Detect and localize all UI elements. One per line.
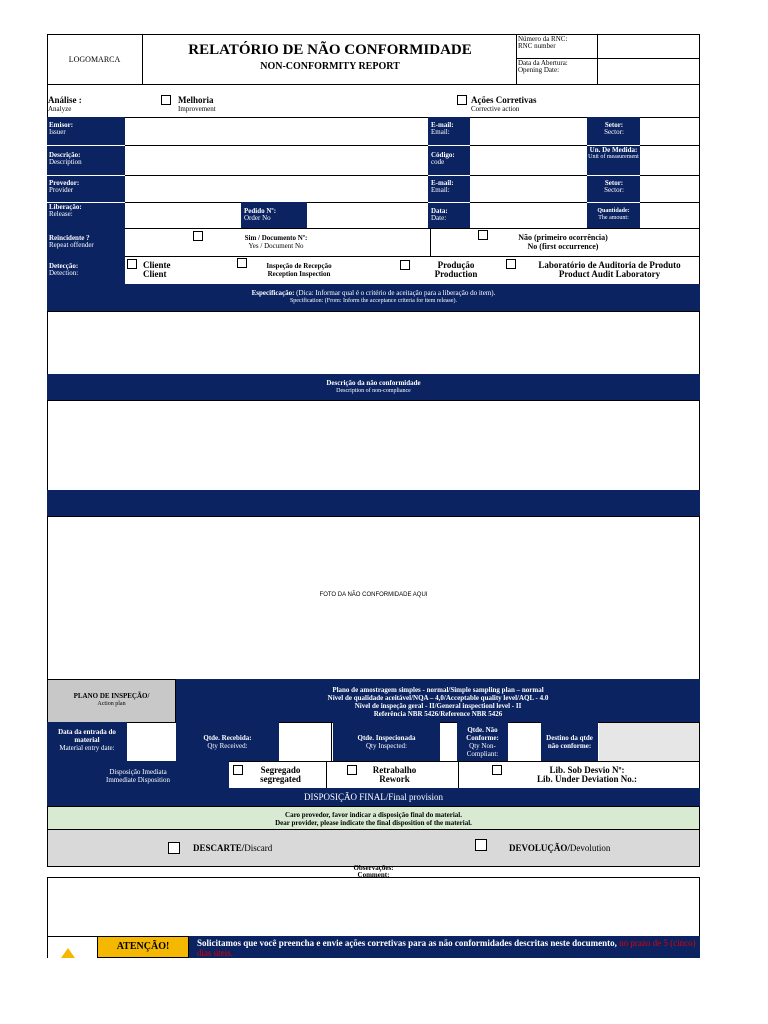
improvement-label: Melhoria Improvement	[178, 95, 216, 113]
noncompliant-field[interactable]	[509, 723, 540, 761]
issuer-email-field[interactable]	[471, 118, 586, 144]
specification-header	[47, 284, 700, 312]
photo-area[interactable]	[47, 516, 700, 680]
issuer-field[interactable]	[126, 118, 427, 144]
rework-checkbox[interactable]	[347, 765, 357, 775]
repeat-no-checkbox[interactable]	[478, 230, 488, 240]
divider	[458, 761, 459, 789]
sampling-plan-text: Plano de amostragem simples - normal/Simple sampling plan – normal	[332, 686, 544, 694]
code-label: Código: code	[431, 151, 455, 166]
comments-label: Observações: Comment:	[353, 864, 394, 879]
audit-label: Laboratório de Auditoria de Produto Product Audit Laboratory	[538, 260, 681, 279]
specification-english: Specification: (From: Inform the acceptance criteria for item release).	[289, 298, 458, 304]
quality-level-text: Nível de qualidade aceitável/NQA – 4,0/Acceptable quality level/AQL - 4.0	[327, 694, 549, 702]
client-checkbox[interactable]	[127, 259, 137, 269]
quantity-field[interactable]	[641, 203, 699, 228]
inspection-plan-label: PLANO DE INSPEÇÃO/ Action plan	[73, 692, 150, 707]
inspected-label: Qtde. Inspecionada Qty Inspected:	[333, 722, 440, 762]
nonconformity-field[interactable]	[47, 400, 700, 491]
order-field[interactable]	[308, 203, 427, 228]
provider-note	[47, 806, 700, 830]
photo-placeholder: FOTO DA NÃO CONFORMIDADE AQUI	[319, 592, 428, 598]
deviation-label: Lib. Sob Desvio Nº: Lib. Under Deviation No.:	[536, 765, 638, 784]
audit-checkbox[interactable]	[506, 259, 516, 269]
date-label: Data: Date:	[431, 207, 448, 222]
repeat-no-label: Não (primeiro ocorrência) No (first occurrence)	[518, 233, 608, 251]
comments-field[interactable]	[47, 877, 700, 937]
destination-label: Destino da qtde não conforme:	[541, 722, 598, 762]
unit-label: Un. De Medida: Unit of measurement	[588, 146, 639, 160]
rework-label: Retrabalho Rework	[372, 765, 417, 784]
devolution-checkbox[interactable]	[475, 839, 487, 851]
devolution-label: DEVOLUÇÃO/Devolution	[509, 843, 611, 853]
analysis-label: Análise : Analyze	[48, 95, 82, 113]
warning-icon	[61, 948, 75, 958]
immediate-disposition-label: Disposição Imediata Immediate Disposition	[47, 761, 229, 789]
rnc-number-field[interactable]	[598, 35, 699, 57]
provider-email-field[interactable]	[471, 176, 586, 201]
divider	[587, 175, 640, 176]
specification-field[interactable]	[47, 311, 700, 375]
order-label: Pedido Nº: Order No	[244, 207, 277, 222]
nonconformity-subtitle: Description of non-compliance	[336, 388, 411, 394]
unit-field[interactable]	[641, 146, 699, 174]
quantity-label: Quantidade: The amount:	[597, 208, 630, 221]
inspected-field[interactable]	[441, 723, 456, 761]
production-checkbox[interactable]	[400, 260, 410, 270]
entry-date-field[interactable]	[128, 723, 175, 761]
improvement-checkbox[interactable]	[161, 95, 171, 105]
logo-placeholder	[47, 34, 143, 85]
divider	[47, 145, 125, 146]
code-field[interactable]	[471, 146, 586, 174]
date-field[interactable]	[471, 203, 586, 228]
nonconformity-title: Descrição da não conformidade	[326, 379, 421, 387]
release-field[interactable]	[126, 203, 240, 228]
client-label: Cliente Client	[143, 260, 171, 279]
issuer-label: Emisor: Issuer	[49, 121, 74, 136]
sector-label: Setor: Sector:	[604, 121, 624, 136]
footer-message-text: Solicitamos que você preencha e envie ações corretivas para as não conformidades descritas neste documento,	[197, 938, 617, 948]
divider	[428, 202, 470, 203]
corrective-action-label: Ações Corretivas Corrective action	[471, 95, 537, 113]
opening-date-label: Data da Abertura: Opening Date:	[518, 59, 568, 74]
repeat-yes-checkbox[interactable]	[193, 231, 203, 241]
analysis-row	[47, 85, 700, 117]
opening-date-field[interactable]	[598, 59, 699, 84]
discard-checkbox[interactable]	[168, 842, 180, 854]
description-field[interactable]	[126, 146, 427, 174]
destination-field[interactable]	[599, 723, 699, 761]
detection-label: Detecção: Detection:	[49, 262, 79, 277]
specification-title: Especificação:	[251, 289, 295, 297]
attention-label: ATENÇÃO!	[97, 936, 189, 958]
report-subtitle: NON-CONFORMITY REPORT	[260, 61, 400, 72]
issuer-sector-field[interactable]	[641, 118, 699, 144]
email-label: E-mail: Email:	[431, 121, 454, 136]
final-disposition-header: DISPOSIÇÃO FINAL/Final provision	[47, 788, 700, 807]
provider-label: Provedor: Provider	[49, 179, 80, 194]
footer-deadline: no prazo de 5 (cinco) dias úteis.	[197, 938, 696, 958]
inspection-plan-info	[176, 679, 700, 723]
received-field[interactable]	[280, 723, 332, 761]
received-label: Qtde. Recebida: Qty Received:	[176, 722, 279, 762]
production-label: Produção Production	[434, 260, 478, 279]
corrective-action-checkbox[interactable]	[457, 95, 467, 105]
photo-header	[47, 490, 700, 517]
provider-note-pt: Caro provedor, favor indicar a disposição final do material.	[285, 811, 462, 819]
nonconformity-header	[47, 374, 700, 401]
divider	[428, 175, 470, 176]
repeat-label: Reincidente ? Repeat offender	[49, 234, 94, 249]
provider-sector-label: Setor: Sector:	[604, 179, 624, 194]
divider	[326, 761, 327, 789]
segregated-checkbox[interactable]	[233, 765, 243, 775]
specification-hint: (Dica: Informar qual é o critério de aceitação para a liberação do item).	[296, 289, 496, 297]
noncompliant-label: Qtde. Não Conforme: Qty Non-Compliant:	[457, 722, 508, 762]
provider-email-label: E-mail: Email:	[431, 179, 454, 194]
logo-text: LOGOMARCA	[68, 55, 121, 64]
discard-label: DESCARTE/Discard	[193, 843, 273, 853]
divider	[47, 175, 125, 176]
inspection-level-text: Nível de inspeção geral - II/General inspectionl level - II	[354, 702, 522, 710]
reference-text: Referência NBR 5426/Reference NBR 5426	[373, 710, 503, 718]
divider	[430, 228, 431, 257]
repeat-yes-label: Sim / Documento Nº: Yes / Document No	[244, 234, 308, 250]
entry-date-label: Data da entrada do material Material entry date:	[47, 722, 127, 762]
provider-sector-field[interactable]	[641, 176, 699, 201]
reception-label: Inspeção de Recepção Reception Inspection	[266, 262, 332, 278]
rnc-number-label: Número da RNC: RNC number	[518, 35, 568, 50]
reception-checkbox[interactable]	[237, 258, 247, 268]
footer-message	[189, 936, 700, 958]
divider	[428, 145, 470, 146]
divider	[587, 202, 640, 203]
report-title: RELATÓRIO DE NÃO CONFORMIDADE	[188, 42, 472, 58]
provider-field[interactable]	[126, 176, 427, 201]
segregated-label: Segregado segregated	[260, 765, 301, 784]
description-label: Descrição: Description	[49, 151, 82, 166]
release-label: Liberação: Release:	[49, 203, 82, 218]
deviation-checkbox[interactable]	[492, 765, 502, 775]
provider-note-en: Dear provider, please indicate the final disposition of the material.	[275, 819, 472, 827]
